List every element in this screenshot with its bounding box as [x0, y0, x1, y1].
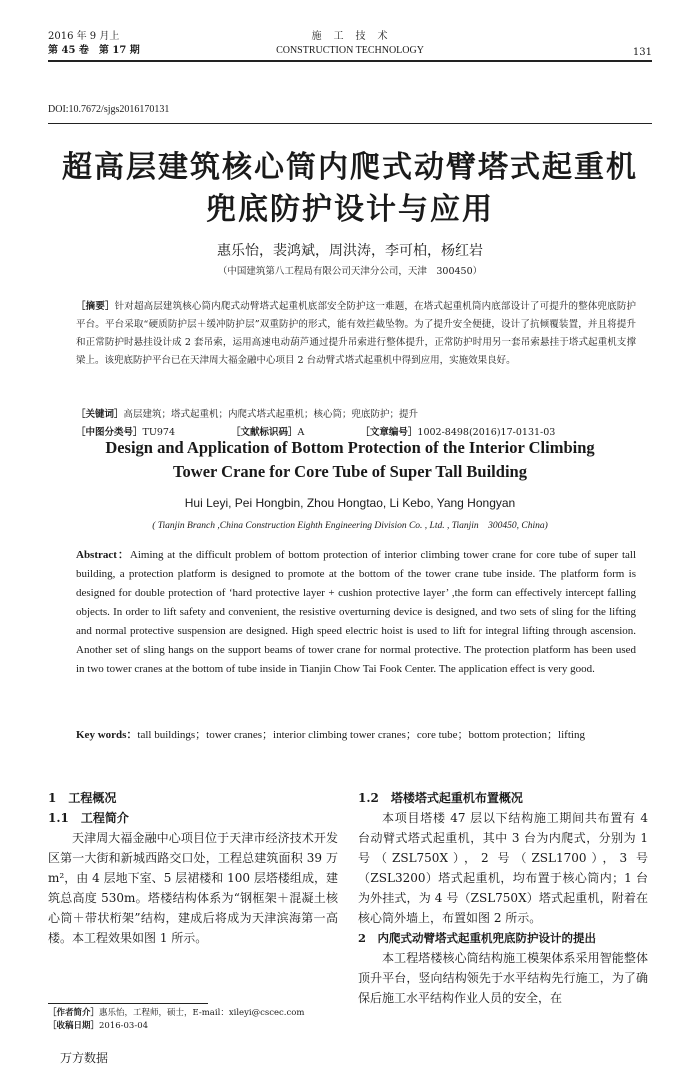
section-1-1-heading: 1.1 工程简介 — [48, 811, 129, 825]
authors-cn: 惠乐怡，裴鸿斌，周洪涛，李可柏，杨红岩 — [217, 243, 483, 259]
abstract-en-text: Aiming at the difficult problem of bottom protection of interior climbing tower crane for core tube of super tall building, a protection platform is designed to promote at the bottom of the tower crane tube inside. The platform form is designed for double protection of ‘hard protective layer + cushion protective layer’ ,the form can effectively intercept falling objects. In order to lift safety and convenient, the resistive overturning device is designed, and two sets of sling for the lifting and normal protective suspension are designed. High speed electric hoist is used to lift for integral lifting through ascension. Another set of sling hangs on the support beams of tower crane for normal protective. The protection platform has been used in two tower cranes at the bottom of tube inside in Tianjin Chow Tai Fook Center. The application effect is very good. — [76, 549, 636, 675]
footnote-author-text: 惠乐怡，工程师，硕士，E-mail：xileyi@cscec.com — [99, 1008, 305, 1018]
section-1-heading: 1 工程概况 — [48, 791, 117, 805]
title-en-line2: Tower Crane for Core Tube of Super Tall Building — [173, 462, 527, 481]
clc-value: TU974 — [142, 427, 175, 438]
title-cn-line1: 超高层建筑核心筒内爬式动臂塔式起重机 — [62, 150, 638, 185]
section-2-text: 本工程塔楼核心筒结构施工模架体系采用智能整体顶升平台，竖向结构领先于水平结构先行施工，为了确保后施工水平结构作业人员的安全，在 — [358, 951, 648, 1005]
keywords-en-text: tall buildings；tower cranes；interior climbing tower cranes；core tube；bottom protection；lifting — [137, 729, 585, 741]
footnote-received-text: 2016-03-04 — [99, 1021, 149, 1031]
doc-code-label: ［文献标识码］ — [231, 427, 298, 438]
abstract-cn-text: 针对超高层建筑核心筒内爬式动臂塔式起重机底部安全防护这一难题，在塔式起重机筒内底部设计了可提升的整体兜底防护平台。平台采取“硬质防护层＋缓冲防护层”双重防护的形式，能有效拦截坠物。为了提升安全便捷，设计了抗倾覆装置，并且将提升和正常防护时悬挂设计成 2 套吊索，运用高速电动葫芦通过提升吊索进行整体提升，正常防护时用另一套吊索悬挂于塔式起重机支撑梁上。该兜底防护平台已在天津周大福金融中心项目 2 台动臂式塔式起重机中得到应用，实施效果良好。 — [76, 301, 636, 366]
footnote-author — [48, 1007, 348, 1020]
affiliation-en: ( Tianjin Branch ,China Construction Eighth Engineering Division Co. , Ltd. , Tianjin 300450, China) — [152, 521, 548, 531]
keywords-cn-label: ［关键词］ — [76, 409, 124, 420]
authors-en: Hui Leyi, Pei Hongbin, Zhou Hongtao, Li Kebo, Yang Hongyan — [184, 496, 516, 510]
section-1-2-text: 本项目塔楼 47 层以下结构施工期间共布置有 4 台动臂式塔式起重机，其中 3 台为内爬式，分别为 1 号（ZSL750X），2 号（ZSL1700），3 号（ZSL3200）塔式起重机，均布置于核心筒内；1 台为外挂式，为 4 号（ZSL750X）塔式起重机，附着在核心筒外墙上，布置如图 2 所示。 — [358, 811, 648, 925]
section-1-2-heading: 1.2 塔楼塔式起重机布置概况 — [358, 791, 523, 805]
issue-date: 2016 年 9 月上 — [48, 31, 120, 42]
body-right-column — [358, 788, 648, 1008]
body-left-column — [48, 788, 338, 948]
abstract-cn — [76, 298, 636, 370]
clc-label: ［中图分类号］ — [76, 427, 143, 438]
journal-title-cn: 施 工 技 术 — [311, 31, 389, 42]
header-rule — [48, 60, 652, 62]
article-no-value: 1002-8498(2016)17-0131-03 — [417, 427, 556, 438]
abstract-en — [76, 546, 636, 679]
keywords-cn — [76, 406, 636, 424]
footnote-author-label: ［作者简介］ — [48, 1008, 100, 1018]
keywords-en — [76, 726, 636, 745]
abstract-cn-label: ［摘要］ — [76, 301, 115, 312]
section-1-1-text: 天津周大福金融中心项目位于天津市经济技术开发区第一大街和新城西路交口处，工程总建筑面积 39 万 m²，由 4 层地下室、5 层裙楼和 100 层塔楼组成，建筑总高度 530m。塔楼结构体系为“钢框架＋混凝土核心筒＋带状桁架”结构，建成后将成为天津滨海第一高楼。本工程效果如图 1 所示。 — [48, 831, 338, 945]
journal-title-en: CONSTRUCTION TECHNOLOGY — [276, 45, 424, 56]
doi: DOI:10.7672/sjgs2016170131 — [48, 104, 170, 115]
footnote-received-label: ［收稿日期］ — [48, 1021, 100, 1031]
affiliation-cn: （中国建筑第八工程局有限公司天津分公司，天津 300450） — [217, 266, 483, 277]
page-number: 131 — [632, 47, 652, 58]
abstract-en-label: Abstract： — [76, 549, 130, 561]
keywords-cn-text: 高层建筑；塔式起重机；内爬式塔式起重机；核心筒；兜底防护；提升 — [123, 409, 419, 420]
watermark: 万方数据 — [60, 1051, 109, 1065]
doi-rule — [48, 123, 652, 124]
footnote-rule — [48, 1003, 208, 1004]
doc-code-value: A — [297, 427, 305, 438]
section-2-heading: 2 内爬式动臂塔式起重机兜底防护设计的提出 — [358, 931, 596, 945]
title-en-line1: Design and Application of Bottom Protection of the Interior Climbing — [105, 438, 595, 457]
keywords-en-label: Key words： — [76, 729, 138, 741]
footnote-received — [48, 1020, 348, 1033]
title-cn-line2: 兜底防护设计与应用 — [206, 192, 494, 227]
article-no-label: ［文章编号］ — [360, 427, 418, 438]
volume-issue: 第 45 卷 第 17 期 — [48, 45, 140, 56]
